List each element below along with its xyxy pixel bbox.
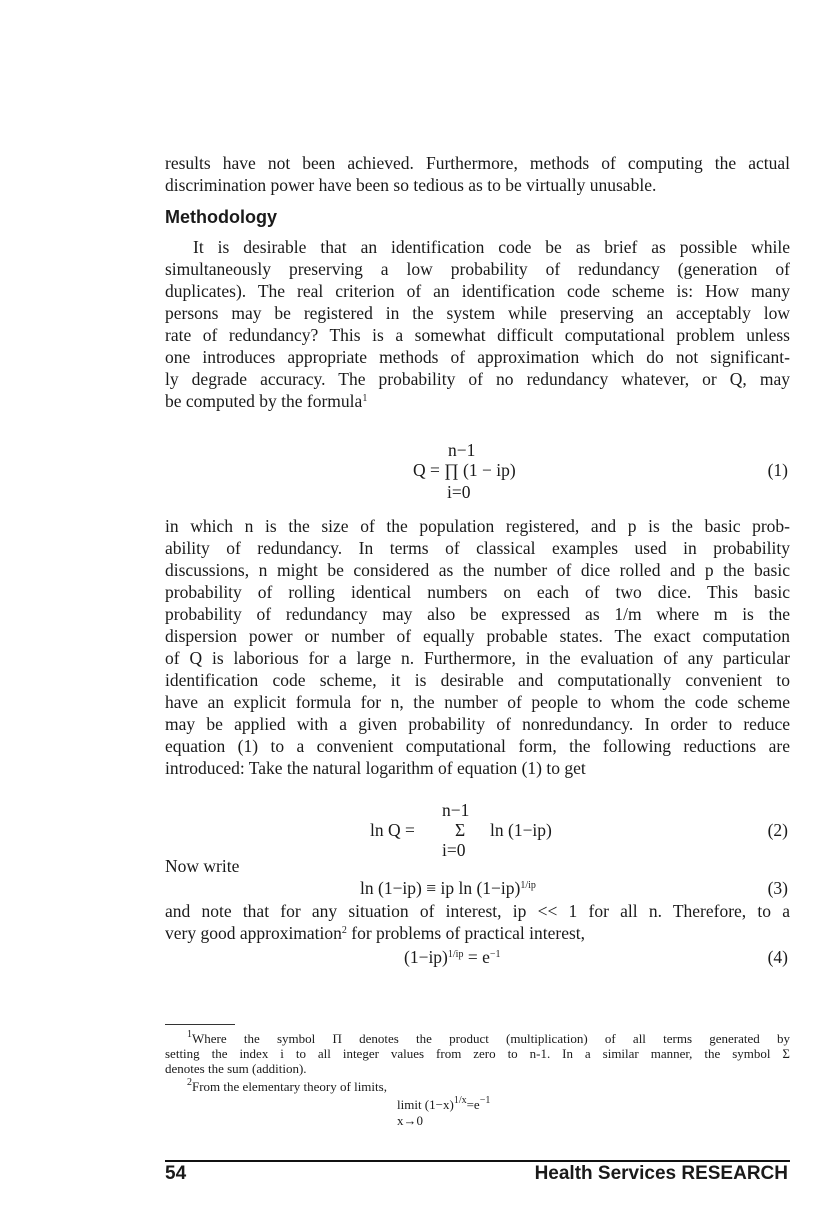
eq2-upper: n−1 — [442, 800, 470, 820]
paragraph-line: equation (1) to a convenient computational form, the following reductions are — [165, 736, 790, 756]
paragraph-approximation — [165, 900, 790, 944]
journal-title: Health Services RESEARCH — [534, 1163, 788, 1184]
footnote-2 — [187, 1079, 687, 1094]
paragraph-line — [165, 390, 790, 412]
eq4-mid: = e — [463, 947, 490, 967]
intro-line: results have not been achieved. Furthermore, methods of computing the actual — [165, 153, 790, 173]
paragraph-line: rate of redundancy? This is a somewhat difficult computational problem unless — [165, 325, 790, 345]
paragraph-line: probability of rolling identical numbers on each of two dice. This basic — [165, 582, 790, 602]
paragraph-line: probability of redundancy may also be expressed as 1/m where m is the — [165, 604, 790, 624]
paragraph-line-text: be computed by the formula — [165, 391, 363, 411]
footnote-ref[interactable]: 1 — [362, 393, 368, 404]
paragraph-line: simultaneously preserving a low probability of redundancy (generation of — [165, 259, 790, 279]
intro-line: discrimination power have been so tedious as to be virtually unusable. — [165, 175, 657, 195]
eq1-lower: i=0 — [447, 482, 471, 502]
paragraph-line: of Q is laborious for a large n. Furthermore, in the evaluation of any particular — [165, 648, 790, 668]
paragraph-line: discussions, n might be considered as the number of dice rolled and p the basic — [165, 560, 790, 580]
paragraph-line: duplicates). The real criterion of an identification code scheme is: How many — [165, 281, 790, 301]
paragraph-line: ability of redundancy. In terms of classical examples used in probability — [165, 538, 790, 558]
eq3-number: (3) — [767, 878, 788, 898]
paragraph-line: identification code scheme, it is desirable and computationally convenient to — [165, 670, 790, 690]
eq4-base: (1−ip) — [404, 947, 448, 967]
eq1-number: (1) — [767, 460, 788, 480]
footnote-mark: 1 — [187, 1029, 192, 1040]
footnote-limit-line — [397, 1097, 597, 1112]
eq2-lower: i=0 — [442, 840, 466, 860]
paragraph-line: in which n is the size of the population registered, and p is the basic prob- — [165, 516, 790, 536]
paragraph-line: dispersion power or number of equally probable states. The exact computation — [165, 626, 790, 646]
paragraph-methodology — [165, 236, 790, 412]
eq1-body: Q = ∏ (1 − ip) — [413, 460, 516, 480]
eq4-sup2: −1 — [489, 949, 501, 960]
footnote-2-under — [397, 1113, 497, 1128]
eq2-number: (2) — [767, 820, 788, 840]
footnote-1 — [165, 1031, 790, 1076]
paragraph-line-text: very good approximation — [165, 923, 342, 943]
footnote-text: From the elementary theory of limits, — [192, 1079, 387, 1094]
footnote-2-limit — [397, 1097, 597, 1112]
paragraph-line: have an explicit formula for n, the number of people to whom the code scheme — [165, 692, 790, 712]
footnote-divider — [165, 1024, 235, 1025]
paragraph-explanation — [165, 515, 790, 779]
eq4-sup: 1/ip — [447, 949, 464, 960]
paragraph-line: may be applied with a given probability of nonredundancy. In order to reduce — [165, 714, 790, 734]
footnote-line — [187, 1079, 687, 1094]
limit-text: limit (1−x) — [397, 1097, 454, 1112]
limit-sup: 1/x — [453, 1095, 467, 1106]
limit-rhs: =e — [466, 1097, 480, 1112]
page-number: 54 — [165, 1163, 187, 1184]
paragraph-line-tail: for problems of practical interest, — [346, 923, 586, 943]
limit-rhs-sup: −1 — [479, 1095, 491, 1106]
intro-paragraph — [165, 152, 790, 196]
section-heading: Methodology — [165, 207, 277, 227]
paragraph-line: and note that for any situation of interest, ip << 1 for all n. Therefore, to a — [165, 901, 790, 921]
now-write-text: Now write — [165, 856, 240, 876]
footer-divider — [165, 1160, 790, 1162]
eq2-lhs: ln Q = — [370, 820, 415, 840]
footnote-line: setting the index i to all integer values from zero to n-1. In a similar manner, the symbol Σ — [165, 1046, 790, 1061]
paragraph-line — [165, 922, 790, 944]
eq3-sup: 1/ip — [520, 880, 536, 891]
eq3-text: ln (1−ip) ≡ ip ln (1−ip) — [360, 878, 521, 898]
footnote-mark: 2 — [187, 1077, 192, 1088]
eq3-body — [360, 878, 536, 899]
limit-under: x→0 — [397, 1113, 423, 1128]
eq1-upper: n−1 — [448, 440, 476, 460]
footnote-line — [165, 1031, 790, 1046]
footnote-ref[interactable]: 2 — [341, 925, 347, 936]
eq2-sigma: Σ — [455, 820, 466, 840]
paragraph-line: ly degrade accuracy. The probability of no redundancy whatever, or Q, may — [165, 369, 790, 389]
eq4-body — [404, 947, 500, 968]
eq4-number: (4) — [767, 947, 788, 967]
paragraph-line: introduced: Take the natural logarithm of equation (1) to get — [165, 758, 586, 778]
paragraph-line: It is desirable that an identification code be as brief as possible while — [193, 237, 790, 257]
footnote-text: Where the symbol Π denotes the product (multiplication) of all terms generated by — [192, 1031, 790, 1046]
footnote-line: denotes the sum (addition). — [165, 1061, 307, 1076]
eq2-rhs: ln (1−ip) — [490, 820, 552, 840]
paragraph-line: one introduces appropriate methods of approximation which do not significant- — [165, 347, 790, 367]
paragraph-line: persons may be registered in the system while preserving an acceptably low — [165, 303, 790, 323]
